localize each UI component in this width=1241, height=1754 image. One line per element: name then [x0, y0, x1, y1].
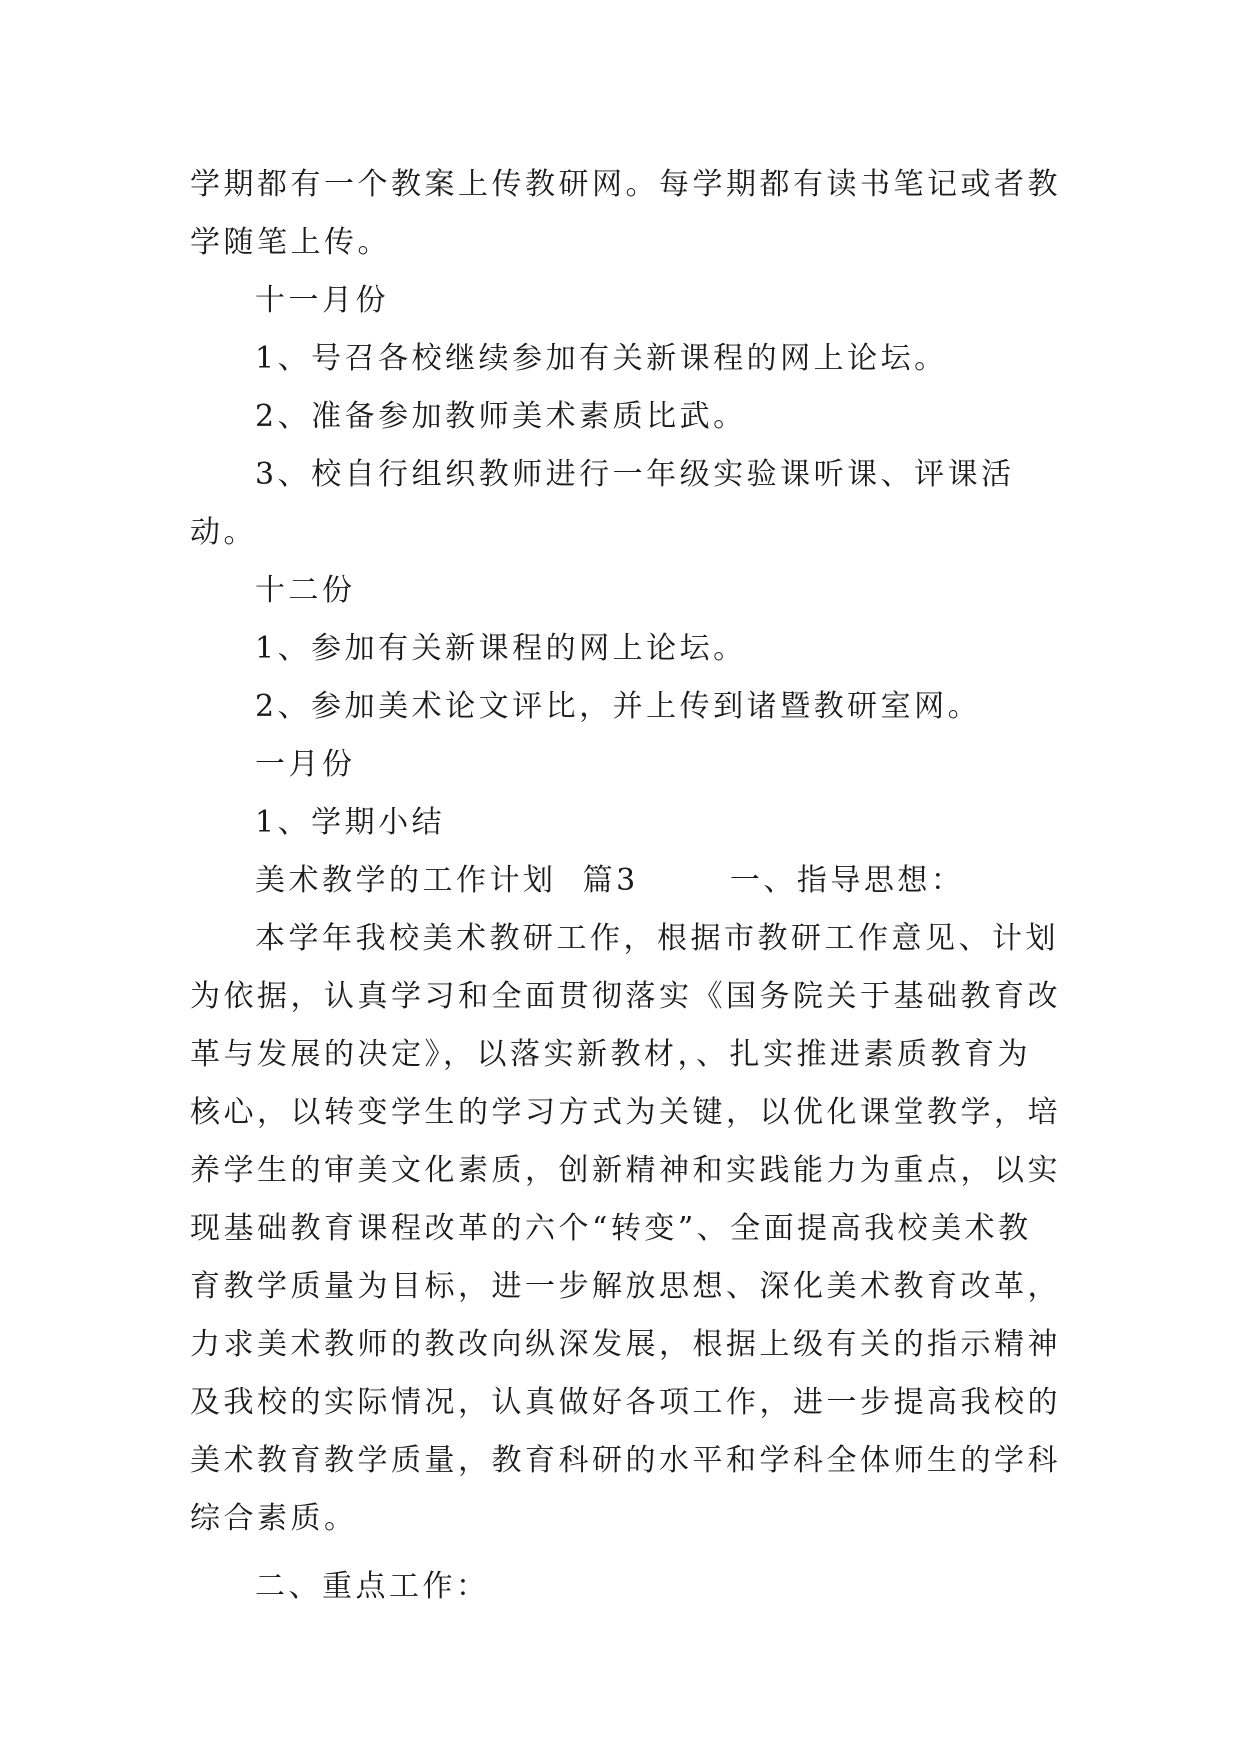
document-body — [190, 156, 1062, 1616]
list-item-december-2: 2、参加美术论文评比，并上传到诸暨教研室网。 — [255, 689, 982, 724]
list-item-november-2: 2、准备参加教师美术素质比武。 — [255, 399, 747, 434]
paragraph-guiding-thought: 本学年我校美术教研工作，根据市教研工作意见、计划为依据，认真学习和全面贯彻落实《国务院关于基础教育改革与发展的决定》，以落实新教材，、扎实推进素质教育为核心，以转变学生的学习方式为关键，以优化课堂教学，培养学生的审美文化素质，创新精神和实践能力为重点，以实现基础教育课程改革的六个“转变”、全面提高我校美术教育教学质量为目标，进一步解放思想、深化美术教育改革，力求美术教师的教改向纵深发展，根据上级有关的指示精神及我校的实际情况，认真做好各项工作，进一步提高我校的美术教育教学质量，教育科研的水平和学科全体师生的学科综合素质。 — [190, 921, 1061, 1536]
heading-november: 十一月份 — [255, 283, 389, 318]
section-title-plan-3: 美术教学的工作计划 篇3 一、指导思想： — [255, 863, 965, 898]
heading-key-work: 二、重点工作： — [255, 1569, 490, 1604]
list-item-december-1: 1、参加有关新课程的网上论坛。 — [255, 631, 747, 666]
list-item-november-3: 3、校自行组织教师进行一年级实验课听课、评课活动。 — [190, 457, 1015, 550]
list-item-november-1: 1、号召各校继续参加有关新课程的网上论坛。 — [255, 341, 948, 376]
heading-december: 十二份 — [255, 573, 356, 608]
paragraph-gap — [190, 1548, 1062, 1558]
paragraph-1: 学期都有一个教案上传教研网。每学期都有读书笔记或者教学随笔上传。 — [190, 167, 1061, 260]
heading-january: 一月份 — [255, 747, 356, 782]
list-item-january-1: 1、学期小结 — [255, 805, 446, 840]
